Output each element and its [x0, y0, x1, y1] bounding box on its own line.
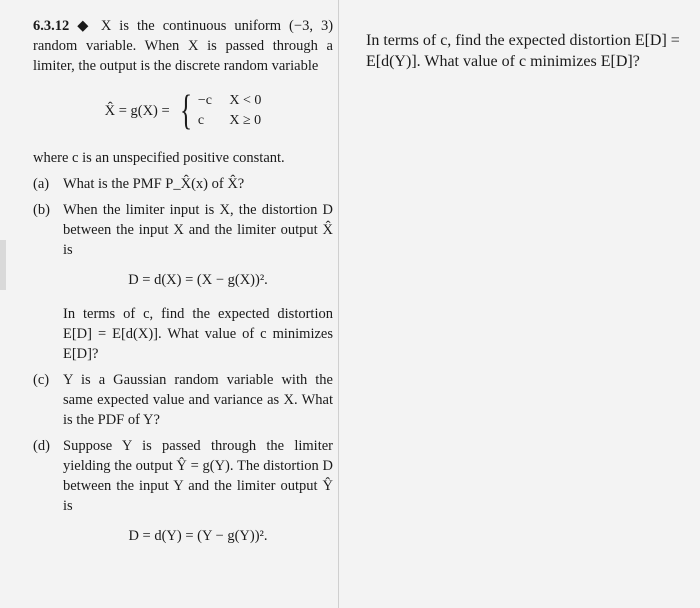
distortion-equation: D = d(X) = (X − g(X))².: [128, 272, 268, 288]
part-b: [33, 200, 333, 364]
part-text: What is the PMF P_X̂(x) of X̂?: [63, 176, 245, 192]
problem-number: 6.3.12: [33, 18, 70, 34]
where-clause: where c is an unspecified positive constant.: [33, 150, 285, 166]
left-column: [33, 16, 333, 560]
left-edge-marker: [0, 240, 6, 290]
case-1-condition: X < 0: [229, 93, 262, 108]
case-2-condition: X ≥ 0: [229, 113, 262, 128]
part-text: Y is a Gaussian random variable with the same expected value and variance as X. What is the PDF of Y?: [63, 372, 333, 428]
case-1: [198, 91, 262, 111]
right-column-text: In terms of c, find the expected distortion E[D] = E[d(Y)]. What value of c minimizes E[D]?: [366, 32, 680, 70]
problem-intro-text: X is the continuous uniform (−3, 3) random variable. When X is passed through a limiter, the output is the discrete random variable: [33, 18, 334, 74]
part-label: (d): [33, 438, 50, 454]
distortion-equation: D = d(Y) = (Y − g(Y))².: [128, 528, 268, 544]
right-column: [366, 30, 686, 72]
part-body: [63, 436, 333, 560]
part-text: When the limiter input is X, the distortion D between the input X and the limiter output X̂ is: [63, 202, 333, 258]
part-label: (c): [33, 372, 50, 388]
column-divider: [338, 0, 339, 608]
case-2: [198, 111, 262, 131]
equation-lhs: X̂ = g(X) =: [104, 103, 170, 119]
part-c: [33, 370, 333, 430]
part-label: (a): [33, 176, 50, 192]
part-d: [33, 436, 333, 560]
difficulty-icon: ◆: [77, 18, 93, 34]
case-1-value: −c: [197, 93, 212, 108]
part-text: Suppose Y is passed through the limiter yielding the output Ŷ = g(Y). The distortion D between the input Y and the limiter output Ŷ is: [63, 438, 333, 514]
part-body: [63, 200, 333, 364]
case-2-value: c: [197, 113, 205, 128]
part-a: [33, 174, 333, 194]
problem-intro: [33, 16, 333, 76]
equation-cases: [198, 91, 262, 131]
part-followup: In terms of c, find the expected distortion E[D] = E[d(X)]. What value of c minimizes E[D]?: [63, 306, 333, 362]
limiter-equation: [33, 82, 333, 140]
brace-icon: {: [179, 88, 192, 134]
part-label: (b): [33, 202, 50, 218]
